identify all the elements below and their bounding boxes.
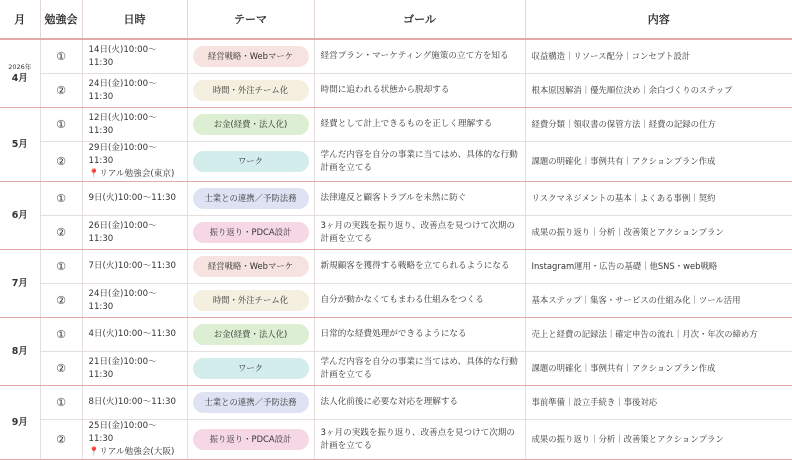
table-row (0, 284, 792, 318)
date-cell (82, 216, 187, 250)
theme-cell (187, 318, 314, 352)
session-number: ② (40, 74, 82, 108)
date-text: 24日(金)10:00～11:30 (88, 78, 157, 102)
content-cell: 成果の振り返り｜分析｜改善策とアクションプラン (525, 216, 792, 250)
goal-cell: 法人化前後に必要な対応を理解する (314, 386, 525, 420)
date-cell (82, 39, 187, 74)
theme-badge: 士業との連携／予防法務 (193, 188, 309, 209)
theme-badge: 士業との連携／予防法務 (193, 392, 309, 413)
content-cell: Instagram運用・広告の基礎｜他SNS・web戦略 (525, 250, 792, 284)
month-label: 7月 (11, 278, 28, 289)
theme-cell (187, 74, 314, 108)
goal-cell: 学んだ内容を自分の事業に当てはめ、具体的な行動計画を立てる (314, 352, 525, 386)
session-number: ① (40, 182, 82, 216)
goal-cell: 日常的な経費処理ができるようになる (314, 318, 525, 352)
month-label: 9月 (11, 417, 28, 428)
goal-cell: 新規顧客を獲得する戦略を立てられるようになる (314, 250, 525, 284)
date-cell (82, 318, 187, 352)
date-cell (82, 74, 187, 108)
header-content: 内容 (525, 0, 792, 39)
table-row (0, 386, 792, 420)
session-number: ① (40, 108, 82, 142)
table-row (0, 39, 792, 74)
table-row (0, 142, 792, 182)
date-cell (82, 250, 187, 284)
theme-badge: お金(経費・法人化) (193, 114, 309, 135)
date-text: 4日(火)10:00～11:30 (88, 329, 176, 339)
theme-cell (187, 108, 314, 142)
schedule-body (0, 39, 792, 460)
session-number: ① (40, 250, 82, 284)
session-number: ② (40, 216, 82, 250)
table-row (0, 352, 792, 386)
month-label: 6月 (11, 210, 28, 221)
session-number: ② (40, 142, 82, 182)
goal-cell: 経費として計上できるものを正しく理解する (314, 108, 525, 142)
year-label: 2026年 (8, 62, 32, 71)
date-text: 25日(金)10:00～11:30 (88, 421, 157, 444)
date-text: 21日(金)10:00～11:30 (88, 356, 157, 380)
month-cell (0, 250, 40, 318)
header-date: 日時 (82, 0, 187, 39)
goal-cell: 3ヶ月の実践を振り返り、改善点を見つけて次期の計画を立てる (314, 216, 525, 250)
table-row (0, 108, 792, 142)
content-cell: リスクマネジメントの基本｜よくある事例｜契約 (525, 182, 792, 216)
theme-badge: 振り返り・PDCA設計 (193, 429, 309, 450)
date-text: 14日(火)10:00～11:30 (88, 44, 157, 68)
table-row (0, 182, 792, 216)
table-row (0, 420, 792, 460)
content-cell: 経費分類｜領収書の保管方法｜経費の記録の仕方 (525, 108, 792, 142)
date-cell (82, 386, 187, 420)
theme-badge: 時間・外注チーム化 (193, 80, 309, 101)
date-cell (82, 352, 187, 386)
theme-cell (187, 39, 314, 74)
theme-badge: 振り返り・PDCA設計 (193, 222, 309, 243)
theme-badge: 経営戦略・Webマーケ (193, 46, 309, 67)
goal-cell: 法律違反と顧客トラブルを未然に防ぐ (314, 182, 525, 216)
venue-text: リアル勉強会(東京) (99, 169, 175, 179)
session-number: ① (40, 386, 82, 420)
table-row (0, 74, 792, 108)
date-text: 29日(金)10:00～11:30 (88, 143, 157, 166)
month-label: 5月 (11, 139, 28, 150)
table-row (0, 318, 792, 352)
session-number: ② (40, 420, 82, 460)
theme-cell (187, 216, 314, 250)
date-text: 26日(金)10:00～11:30 (88, 220, 157, 244)
header-session: 勉強会 (40, 0, 82, 39)
date-text: 8日(火)10:00～11:30 (88, 397, 176, 407)
content-cell: 売上と経費の記録法｜確定申告の流れ｜月次・年次の締め方 (525, 318, 792, 352)
date-cell (82, 142, 187, 182)
date-text: 7日(火)10:00～11:30 (88, 261, 176, 271)
date-text: 12日(火)10:00～11:30 (88, 112, 157, 136)
theme-cell (187, 420, 314, 460)
goal-cell: 経営プラン・マーケティング施策の立て方を知る (314, 39, 525, 74)
content-cell: 課題の明確化｜事例共有｜アクションプラン作成 (525, 352, 792, 386)
goal-cell: 自分が動かなくてもまわる仕組みをつくる (314, 284, 525, 318)
content-cell: 収益構造｜リソース配分｜コンセプト設計 (525, 39, 792, 74)
theme-badge: 経営戦略・Webマーケ (193, 256, 309, 277)
header-goal: ゴール (314, 0, 525, 39)
date-cell (82, 284, 187, 318)
pin-icon: 📍 (88, 447, 100, 457)
theme-badge: ワーク (193, 151, 309, 172)
date-cell (82, 420, 187, 460)
session-number: ② (40, 284, 82, 318)
month-label: 8月 (11, 346, 28, 357)
date-cell (82, 182, 187, 216)
month-cell (0, 182, 40, 250)
month-cell (0, 318, 40, 386)
content-cell: 事前準備｜設立手続き｜事後対応 (525, 386, 792, 420)
venue-text: リアル勉強会(大阪) (99, 447, 175, 457)
month-cell (0, 386, 40, 460)
header-month: 月 (0, 0, 40, 39)
header-theme: テーマ (187, 0, 314, 39)
header-row (0, 0, 792, 39)
theme-cell (187, 386, 314, 420)
theme-cell (187, 182, 314, 216)
theme-badge: お金(経費・法人化) (193, 324, 309, 345)
session-number: ② (40, 352, 82, 386)
date-text: 9日(火)10:00～11:30 (88, 193, 176, 203)
theme-cell (187, 284, 314, 318)
month-cell (0, 39, 40, 108)
content-cell: 課題の明確化｜事例共有｜アクションプラン作成 (525, 142, 792, 182)
content-cell: 基本ステップ｜集客・サービスの仕組み化｜ツール活用 (525, 284, 792, 318)
session-number: ① (40, 39, 82, 74)
content-cell: 成果の振り返り｜分析｜改善策とアクションプラン (525, 420, 792, 460)
month-cell (0, 108, 40, 182)
content-cell: 根本原因解消｜優先順位決め｜余白づくりのステップ (525, 74, 792, 108)
date-cell (82, 108, 187, 142)
date-text: 24日(金)10:00～11:30 (88, 288, 157, 312)
theme-badge: 時間・外注チーム化 (193, 290, 309, 311)
theme-badge: ワーク (193, 358, 309, 379)
goal-cell: 3ヶ月の実践を振り返り、改善点を見つけて次期の計画を立てる (314, 420, 525, 460)
theme-cell (187, 250, 314, 284)
pin-icon: 📍 (88, 169, 100, 179)
goal-cell: 学んだ内容を自分の事業に当てはめ、具体的な行動計画を立てる (314, 142, 525, 182)
goal-cell: 時間に追われる状態から脱却する (314, 74, 525, 108)
theme-cell (187, 142, 314, 182)
session-number: ① (40, 318, 82, 352)
month-label: 4月 (11, 72, 28, 84)
theme-cell (187, 352, 314, 386)
table-row (0, 250, 792, 284)
table-row (0, 216, 792, 250)
